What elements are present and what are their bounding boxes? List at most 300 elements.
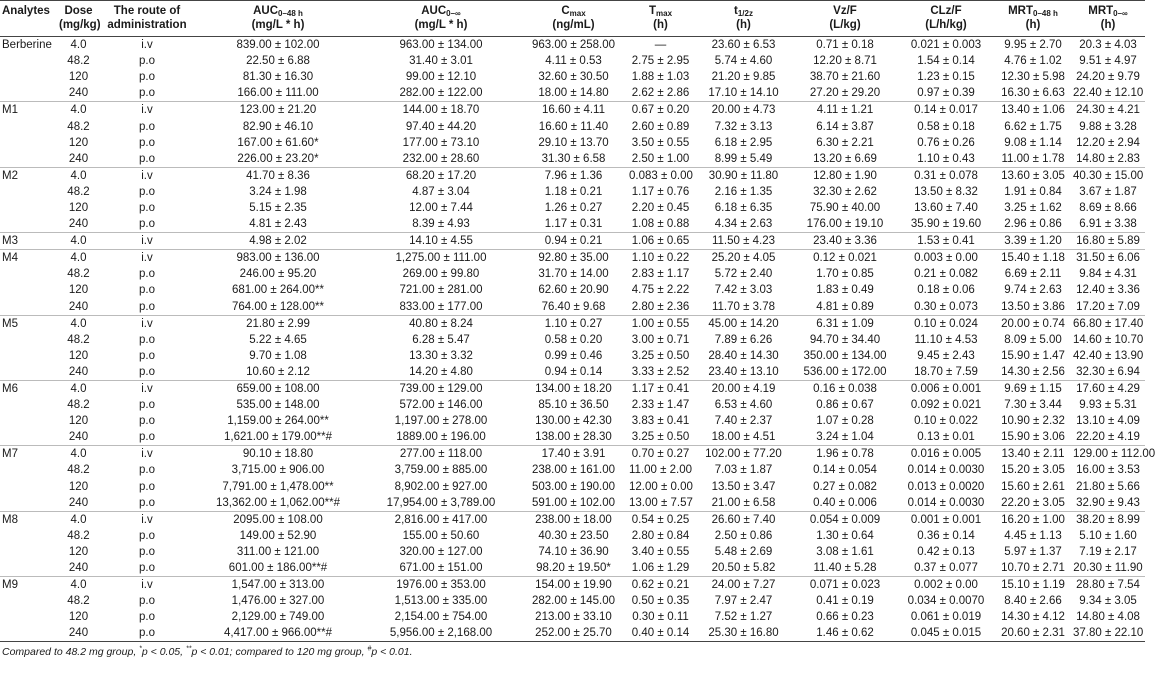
- cell-mrt-0-inf: 22.40 ± 12.10: [1073, 87, 1144, 100]
- cell-dose: 240: [68, 496, 89, 509]
- cell-auc-0-48h: 311.00 ± 121.00: [236, 545, 320, 558]
- cell-clz-f: 0.092 ± 0.021: [910, 399, 982, 412]
- cell-dose: 240: [68, 152, 89, 165]
- table-row: [0, 609, 1145, 625]
- cell-auc-0-inf: 3,759.00 ± 885.00: [394, 464, 488, 477]
- cell-mrt-0-inf: 8.69 ± 8.66: [1079, 201, 1137, 214]
- cell-cmax: 74.10 ± 36.90: [538, 545, 609, 558]
- cell-vz-f: 0.40 ± 0.006: [813, 496, 877, 509]
- col-header-t-half: $t_{1/2z}$ (h): [694, 1, 793, 37]
- cell-route: p.o: [139, 300, 155, 313]
- cell-auc-0-48h: 5.22 ± 4.65: [249, 333, 307, 346]
- cell-vz-f: 0.86 ± 0.67: [816, 399, 874, 412]
- cell-clz-f: 0.42 ± 0.13: [917, 545, 975, 558]
- cell-dose: 4.0: [57, 446, 100, 463]
- table-row: [0, 364, 1145, 381]
- cell-t-half: 11.70 ± 3.78: [711, 300, 775, 313]
- table-row: [0, 528, 1145, 544]
- table-row: [0, 200, 1145, 216]
- cell-vz-f: 27.20 ± 29.20: [809, 87, 881, 100]
- cell-clz-f: 13.60 ± 7.40: [914, 201, 978, 214]
- cell-auc-0-48h: 1,621.00 ± 179.00**#: [224, 431, 332, 444]
- cell-clz-f: 0.30 ± 0.073: [914, 300, 978, 313]
- cell-cmax: 17.40 ± 3.91: [520, 446, 627, 463]
- cell-t-half: 5.74 ± 4.60: [714, 55, 773, 68]
- cell-vz-f: 94.70 ± 34.40: [809, 333, 881, 346]
- cell-mrt-0-inf: 16.80 ± 5.89: [1071, 233, 1145, 250]
- cell-analyte: [0, 135, 57, 151]
- cell-mrt-0-48h: 10.70 ± 2.71: [1001, 562, 1065, 575]
- cell-mrt-0-inf: 14.60 ± 10.70: [1073, 333, 1144, 346]
- cell-mrt-0-48h: 16.30 ± 6.63: [1001, 87, 1065, 100]
- cell-clz-f: 13.50 ± 8.32: [914, 185, 978, 198]
- cell-route: i.v: [100, 315, 194, 332]
- cell-t-half: 23.40 ± 13.10: [708, 365, 779, 378]
- cell-auc-0-48h: 7,791.00 ± 1,478.00**: [222, 480, 334, 493]
- cell-analyte: [0, 364, 57, 381]
- cell-auc-0-48h: 601.00 ± 186.00**#: [228, 562, 328, 575]
- cell-route: p.o: [139, 562, 155, 575]
- cell-dose: 120: [68, 545, 89, 558]
- cell-cmax: 238.00 ± 18.00: [520, 511, 627, 528]
- cell-mrt-0-48h: 11.00 ± 1.78: [1001, 152, 1065, 165]
- cell-t-half: 7.03 ± 1.87: [714, 464, 773, 477]
- cell-mrt-0-48h: 14.30 ± 4.12: [1001, 611, 1065, 624]
- cell-dose: 240: [68, 431, 89, 444]
- cell-mrt-0-inf: 14.80 ± 4.08: [1076, 611, 1140, 624]
- cell-clz-f: 0.37 ± 0.077: [914, 562, 978, 575]
- cell-route: p.o: [139, 431, 155, 444]
- cell-t-half: 7.42 ± 3.03: [714, 284, 773, 297]
- cell-analyte: [0, 332, 57, 348]
- cell-tmax: 0.40 ± 0.14: [627, 625, 694, 642]
- cell-vz-f: 23.40 ± 3.36: [793, 233, 897, 250]
- cell-vz-f: 350.00 ± 134.00: [803, 349, 887, 362]
- cell-auc-0-inf: 14.20 ± 4.80: [409, 365, 473, 378]
- cell-analyte: [0, 462, 57, 478]
- cell-auc-0-inf: 14.10 ± 4.55: [362, 233, 520, 250]
- cell-vz-f: 3.24 ± 1.04: [816, 431, 874, 444]
- cell-analyte: [0, 216, 57, 233]
- cell-vz-f: 1.70 ± 0.85: [816, 268, 874, 281]
- cell-mrt-0-inf: 17.20 ± 7.09: [1076, 300, 1140, 313]
- cell-auc-0-48h: 13,362.00 ± 1,062.00**#: [216, 496, 340, 509]
- table-row: [0, 495, 1145, 512]
- cell-mrt-0-48h: 4.45 ± 1.13: [1004, 529, 1062, 542]
- cell-clz-f: 0.13 ± 0.01: [917, 431, 975, 444]
- cell-t-half: 24.00 ± 7.27: [694, 577, 793, 594]
- cell-vz-f: 1.07 ± 0.28: [816, 415, 874, 428]
- cell-clz-f: 1.23 ± 0.15: [917, 71, 975, 84]
- cell-tmax: 2.33 ± 1.47: [631, 399, 690, 412]
- cell-dose: 48.2: [67, 464, 90, 477]
- cell-route: i.v: [100, 380, 194, 397]
- cell-tmax: 13.00 ± 7.57: [629, 496, 693, 509]
- cell-route: p.o: [139, 464, 155, 477]
- cell-mrt-0-48h: 5.97 ± 1.37: [1004, 545, 1062, 558]
- cell-analyte: M3: [0, 233, 57, 250]
- cell-vz-f: 75.90 ± 40.00: [809, 201, 881, 214]
- cell-mrt-0-inf: 24.20 ± 9.79: [1076, 71, 1140, 84]
- cell-t-half: 30.90 ± 11.80: [694, 167, 793, 184]
- cell-analyte: M6: [0, 380, 57, 397]
- cell-t-half: 21.20 ± 9.85: [711, 71, 776, 84]
- cell-cmax: 31.30 ± 6.58: [541, 152, 606, 165]
- cell-clz-f: 0.76 ± 0.26: [917, 136, 975, 149]
- cell-clz-f: 0.31 ± 0.078: [897, 167, 995, 184]
- cell-cmax: 32.60 ± 30.50: [538, 71, 609, 84]
- cell-dose: 48.2: [67, 185, 90, 198]
- cell-auc-0-48h: 9.70 ± 1.08: [249, 349, 307, 362]
- cell-auc-0-inf: 671.00 ± 151.00: [399, 562, 483, 575]
- cell-mrt-0-inf: 32.30 ± 6.94: [1076, 365, 1140, 378]
- cell-mrt-0-inf: 9.84 ± 4.31: [1079, 268, 1137, 281]
- cell-clz-f: 0.045 ± 0.015: [897, 625, 995, 642]
- cell-auc-0-inf: 97.40 ± 44.20: [405, 120, 477, 133]
- cell-auc-0-48h: 5.15 ± 2.35: [249, 201, 307, 214]
- cell-tmax: 3.00 ± 0.71: [631, 333, 690, 346]
- cell-auc-0-inf: 177.00 ± 73.10: [402, 136, 480, 149]
- table-row: [0, 593, 1145, 609]
- cell-route: p.o: [139, 284, 155, 297]
- cell-t-half: 17.10 ± 14.10: [708, 87, 779, 100]
- cell-cmax: 98.20 ± 19.50*: [536, 562, 611, 575]
- cell-auc-0-48h: 166.00 ± 111.00: [237, 87, 319, 100]
- cell-mrt-0-inf: 37.80 ± 22.10: [1071, 625, 1145, 642]
- cell-auc-0-48h: 2,129.00 ± 749.00: [231, 611, 325, 624]
- cell-clz-f: 1.54 ± 0.14: [917, 55, 975, 68]
- cell-cmax: 238.00 ± 161.00: [531, 464, 616, 477]
- cell-cmax: 92.80 ± 35.00: [520, 250, 627, 267]
- cell-cmax: 16.60 ± 4.11: [520, 102, 627, 119]
- cell-tmax: 2.60 ± 0.89: [631, 120, 690, 133]
- col-header-clz-f: CLz/F (L/h/kg): [897, 1, 995, 37]
- cell-tmax: —: [654, 39, 667, 52]
- cell-tmax: 0.50 ± 0.35: [631, 595, 690, 608]
- cell-cmax: 134.00 ± 18.20: [520, 380, 627, 397]
- table-row: [0, 413, 1145, 429]
- cell-t-half: 2.16 ± 1.35: [714, 185, 773, 198]
- cell-mrt-0-inf: 66.80 ± 17.40: [1071, 315, 1145, 332]
- cell-mrt-0-inf: 42.40 ± 13.90: [1073, 349, 1144, 362]
- cell-t-half: 7.89 ± 6.26: [714, 333, 773, 346]
- cell-auc-0-48h: 41.70 ± 8.36: [194, 167, 362, 184]
- cell-t-half: 23.60 ± 6.53: [711, 39, 776, 52]
- cell-analyte: [0, 282, 57, 298]
- cell-analyte: Berberine: [2, 39, 52, 52]
- cell-t-half: 20.50 ± 5.82: [711, 562, 776, 575]
- cell-vz-f: 0.66 ± 0.23: [816, 611, 874, 624]
- cell-route: p.o: [139, 545, 155, 558]
- cell-auc-0-48h: 1,476.00 ± 327.00: [231, 595, 325, 608]
- col-header-analytes: Analytes: [0, 1, 57, 37]
- cell-auc-0-inf: 277.00 ± 118.00: [362, 446, 520, 463]
- cell-clz-f: 11.10 ± 4.53: [914, 333, 978, 346]
- cell-dose: 4.0: [57, 233, 100, 250]
- cell-t-half: 6.18 ± 2.95: [714, 136, 773, 149]
- cell-cmax: 4.11 ± 0.53: [545, 55, 602, 68]
- cell-tmax: 2.83 ± 1.17: [631, 268, 690, 281]
- cell-dose: 120: [68, 480, 89, 493]
- cell-auc-0-48h: 659.00 ± 108.00: [194, 380, 362, 397]
- col-header-dose: Dose (mg/kg): [57, 1, 100, 37]
- col-header-tmax: $T_{max}$ (h): [627, 1, 694, 37]
- table-body: [0, 37, 1155, 642]
- cell-vz-f: 1.30 ± 0.64: [816, 529, 874, 542]
- cell-mrt-0-48h: 8.40 ± 2.66: [1004, 595, 1062, 608]
- cell-analyte: M8: [0, 511, 57, 528]
- table-row: [0, 380, 1145, 397]
- cell-route: p.o: [100, 625, 194, 642]
- cell-tmax: 1.06 ± 0.65: [627, 233, 694, 250]
- cell-tmax: 1.08 ± 0.88: [631, 218, 690, 231]
- cell-auc-0-inf: 8.39 ± 4.93: [412, 218, 470, 231]
- cell-cmax: 1.17 ± 0.31: [544, 218, 603, 231]
- cell-dose: 48.2: [67, 268, 90, 281]
- cell-analyte: [0, 544, 57, 560]
- cell-tmax: 1.06 ± 1.29: [631, 562, 690, 575]
- cell-mrt-0-48h: 15.90 ± 3.06: [1001, 431, 1065, 444]
- cell-vz-f: 1.46 ± 0.62: [793, 625, 897, 642]
- cell-tmax: 2.62 ± 2.86: [631, 87, 690, 100]
- cell-mrt-0-inf: 17.60 ± 4.29: [1071, 380, 1145, 397]
- table-row: [0, 216, 1145, 233]
- cell-mrt-0-48h: 13.60 ± 3.05: [995, 167, 1071, 184]
- cell-tmax: 1.17 ± 0.76: [631, 185, 690, 198]
- cell-mrt-0-inf: 9.88 ± 3.28: [1079, 120, 1137, 133]
- cell-auc-0-48h: 535.00 ± 148.00: [236, 399, 320, 412]
- cell-route: p.o: [139, 152, 155, 165]
- cell-tmax: 2.50 ± 1.00: [631, 152, 690, 165]
- cell-auc-0-inf: 144.00 ± 18.70: [362, 102, 520, 119]
- cell-mrt-0-inf: 9.93 ± 5.31: [1079, 399, 1137, 412]
- table-row: [0, 102, 1145, 119]
- cell-tmax: 0.67 ± 0.20: [627, 102, 694, 119]
- cell-auc-0-inf: 99.00 ± 12.10: [405, 71, 477, 84]
- cell-dose: 4.0: [70, 39, 87, 52]
- cell-mrt-0-48h: 2.96 ± 0.86: [1004, 218, 1062, 231]
- cell-auc-0-inf: 40.80 ± 8.24: [362, 315, 520, 332]
- col-header-vz-f: Vz/F (L/kg): [793, 1, 897, 37]
- cell-mrt-0-48h: 15.40 ± 1.18: [995, 250, 1071, 267]
- cell-mrt-0-48h: 6.69 ± 2.11: [1004, 268, 1062, 281]
- cell-auc-0-48h: 167.00 ± 61.60*: [237, 136, 319, 149]
- cell-vz-f: 11.40 ± 5.28: [813, 562, 877, 575]
- cell-cmax: 282.00 ± 145.00: [531, 595, 616, 608]
- cell-tmax: 1.88 ± 1.03: [631, 71, 690, 84]
- cell-dose: 120: [68, 611, 89, 624]
- cell-cmax: 591.00 ± 102.00: [531, 496, 616, 509]
- cell-analyte: M5: [0, 315, 57, 332]
- cell-route: p.o: [139, 480, 155, 493]
- table-header: [0, 1, 1145, 37]
- cell-auc-0-48h: 82.90 ± 46.10: [242, 120, 314, 133]
- cell-vz-f: 0.71 ± 0.18: [816, 39, 874, 52]
- cell-cmax: 29.10 ± 13.70: [538, 136, 609, 149]
- cell-analyte: [0, 609, 57, 625]
- cell-tmax: 11.00 ± 2.00: [629, 464, 693, 477]
- cell-analyte: [0, 348, 57, 364]
- cell-mrt-0-48h: 16.20 ± 1.00: [995, 511, 1071, 528]
- cell-mrt-0-inf: 6.91 ± 3.38: [1079, 218, 1137, 231]
- cell-tmax: 1.17 ± 0.41: [627, 380, 694, 397]
- cell-analyte: M9: [0, 577, 57, 594]
- cell-mrt-0-inf: 7.19 ± 2.17: [1079, 545, 1137, 558]
- cell-mrt-0-48h: 13.40 ± 2.11: [995, 446, 1071, 463]
- cell-t-half: 7.97 ± 2.47: [714, 595, 773, 608]
- cell-cmax: 31.70 ± 14.00: [538, 268, 609, 281]
- cell-auc-0-48h: 123.00 ± 21.20: [194, 102, 362, 119]
- cell-mrt-0-48h: 22.20 ± 3.05: [1001, 496, 1065, 509]
- table-row: [0, 315, 1145, 332]
- cell-cmax: 1.10 ± 0.27: [520, 315, 627, 332]
- cell-auc-0-inf: 1,513.00 ± 335.00: [394, 595, 488, 608]
- cell-mrt-0-inf: 24.30 ± 4.21: [1071, 102, 1145, 119]
- cell-vz-f: 1.96 ± 0.78: [793, 446, 897, 463]
- cell-tmax: 12.00 ± 0.00: [629, 480, 693, 493]
- cell-clz-f: 0.061 ± 0.019: [910, 611, 982, 624]
- cell-dose: 240: [68, 365, 89, 378]
- cell-auc-0-inf: 6.28 ± 5.47: [412, 333, 470, 346]
- cell-vz-f: 1.83 ± 0.49: [816, 284, 874, 297]
- cell-mrt-0-48h: 7.30 ± 3.44: [1004, 399, 1062, 412]
- table-footnote: Compared to 48.2 mg group, *p < 0.05, **p < 0.01; compared to 120 mg group, #p < 0.01.: [2, 645, 413, 659]
- cell-tmax: 3.83 ± 0.41: [631, 415, 690, 428]
- cell-mrt-0-inf: 3.67 ± 1.87: [1079, 185, 1137, 198]
- cell-mrt-0-inf: 38.20 ± 8.99: [1071, 511, 1145, 528]
- table-row: [0, 577, 1145, 594]
- cell-clz-f: 0.14 ± 0.017: [897, 102, 995, 119]
- cell-cmax: 0.94 ± 0.14: [544, 365, 603, 378]
- cell-tmax: 3.50 ± 0.55: [631, 136, 690, 149]
- cell-cmax: 503.00 ± 190.00: [531, 480, 616, 493]
- cell-mrt-0-48h: 3.39 ± 1.20: [995, 233, 1071, 250]
- cell-t-half: 45.00 ± 14.20: [694, 315, 793, 332]
- cell-mrt-0-inf: 32.90 ± 9.43: [1076, 496, 1140, 509]
- cell-route: p.o: [139, 185, 155, 198]
- cell-route: p.o: [139, 71, 155, 84]
- cell-auc-0-48h: 4.81 ± 2.43: [249, 218, 307, 231]
- cell-auc-0-inf: 320.00 ± 127.00: [399, 545, 483, 558]
- cell-route: p.o: [139, 201, 155, 214]
- cell-vz-f: 3.08 ± 1.61: [816, 545, 874, 558]
- cell-clz-f: 0.003 ± 0.00: [897, 250, 995, 267]
- cell-analyte: [0, 85, 57, 102]
- cell-analyte: [0, 625, 57, 642]
- cell-route: p.o: [139, 55, 155, 68]
- table-row: [0, 511, 1145, 528]
- cell-route: p.o: [139, 415, 155, 428]
- cell-analyte: [0, 429, 57, 446]
- cell-dose: 4.0: [57, 380, 100, 397]
- cell-t-half: 6.18 ± 6.35: [714, 201, 773, 214]
- cell-mrt-0-inf: 20.3 ± 4.03: [1079, 39, 1137, 52]
- cell-vz-f: 13.20 ± 6.69: [813, 152, 877, 165]
- cell-vz-f: 6.14 ± 3.87: [816, 120, 874, 133]
- cell-t-half: 5.72 ± 2.40: [714, 268, 773, 281]
- cell-mrt-0-48h: 9.08 ± 1.14: [1004, 136, 1062, 149]
- cell-auc-0-inf: 5,956.00 ± 2,168.00: [362, 625, 520, 642]
- cell-auc-0-inf: 739.00 ± 129.00: [362, 380, 520, 397]
- cell-analyte: [0, 69, 57, 85]
- cell-mrt-0-inf: 9.51 ± 4.97: [1079, 55, 1137, 68]
- cell-auc-0-48h: 226.00 ± 23.20*: [237, 152, 319, 165]
- cell-t-half: 20.00 ± 4.73: [694, 102, 793, 119]
- cell-t-half: 5.48 ± 2.69: [714, 545, 773, 558]
- cell-t-half: 28.40 ± 14.30: [708, 349, 779, 362]
- cell-t-half: 21.00 ± 6.58: [711, 496, 776, 509]
- cell-auc-0-inf: 1976.00 ± 353.00: [362, 577, 520, 594]
- cell-analyte: [0, 560, 57, 577]
- cell-route: p.o: [139, 365, 155, 378]
- table-row: [0, 282, 1145, 298]
- table-row: [0, 348, 1145, 364]
- cell-clz-f: 0.97 ± 0.39: [917, 87, 975, 100]
- cell-t-half: 7.52 ± 1.27: [714, 611, 773, 624]
- cell-route: p.o: [139, 218, 155, 231]
- col-header-auc-0-inf: $AUC_{0-\infty}$ (mg/L * h): [362, 1, 520, 37]
- cell-route: i.v: [100, 233, 194, 250]
- cell-analyte: [0, 528, 57, 544]
- cell-dose: 240: [68, 300, 89, 313]
- table-row: [0, 118, 1145, 134]
- cell-cmax: 40.30 ± 23.50: [538, 529, 609, 542]
- table-row: [0, 37, 1145, 54]
- cell-auc-0-48h: 839.00 ± 102.00: [236, 39, 320, 52]
- cell-auc-0-48h: 4,417.00 ± 966.00**#: [194, 625, 362, 642]
- cell-vz-f: 0.16 ± 0.038: [793, 380, 897, 397]
- cell-tmax: 0.62 ± 0.21: [627, 577, 694, 594]
- cell-analyte: [0, 413, 57, 429]
- cell-route: p.o: [139, 611, 155, 624]
- cell-analyte: [0, 184, 57, 200]
- cell-clz-f: 0.021 ± 0.003: [910, 39, 982, 52]
- cell-dose: 48.2: [67, 55, 90, 68]
- cell-mrt-0-inf: 31.50 ± 6.06: [1071, 250, 1145, 267]
- cell-dose: 4.0: [57, 167, 100, 184]
- cell-cmax: 62.60 ± 20.90: [538, 284, 609, 297]
- cell-auc-0-48h: 1,547.00 ± 313.00: [194, 577, 362, 594]
- cell-mrt-0-inf: 28.80 ± 7.54: [1071, 577, 1145, 594]
- cell-clz-f: 0.58 ± 0.18: [917, 120, 975, 133]
- cell-analyte: [0, 200, 57, 216]
- cell-mrt-0-inf: 16.00 ± 3.53: [1076, 464, 1140, 477]
- table-row: [0, 560, 1145, 577]
- cell-analyte: M1: [0, 102, 57, 119]
- cell-dose: 120: [68, 71, 89, 84]
- cell-t-half: 102.00 ± 77.20: [694, 446, 793, 463]
- cell-vz-f: 176.00 ± 19.10: [806, 218, 884, 231]
- table-row: [0, 135, 1145, 151]
- cell-route: p.o: [139, 595, 155, 608]
- col-header-cmax: $C_{max}$ (ng/mL): [520, 1, 627, 37]
- cell-analyte: M4: [0, 250, 57, 267]
- cell-t-half: 6.53 ± 4.60: [714, 399, 773, 412]
- cell-mrt-0-inf: 129.00 ± 112.00: [1071, 446, 1145, 463]
- cell-auc-0-48h: 3.24 ± 1.98: [249, 185, 307, 198]
- cell-analyte: M7: [0, 446, 57, 463]
- cell-analyte: [0, 397, 57, 413]
- cell-vz-f: 0.12 ± 0.021: [793, 250, 897, 267]
- cell-dose: 120: [68, 201, 89, 214]
- cell-cmax: 85.10 ± 36.50: [538, 399, 609, 412]
- cell-route: i.v: [100, 167, 194, 184]
- cell-clz-f: 0.18 ± 0.06: [917, 284, 975, 297]
- cell-vz-f: 0.41 ± 0.19: [816, 595, 874, 608]
- cell-mrt-0-48h: 13.40 ± 1.06: [995, 102, 1071, 119]
- cell-cmax: 0.99 ± 0.46: [544, 349, 603, 362]
- table-row: [0, 85, 1145, 102]
